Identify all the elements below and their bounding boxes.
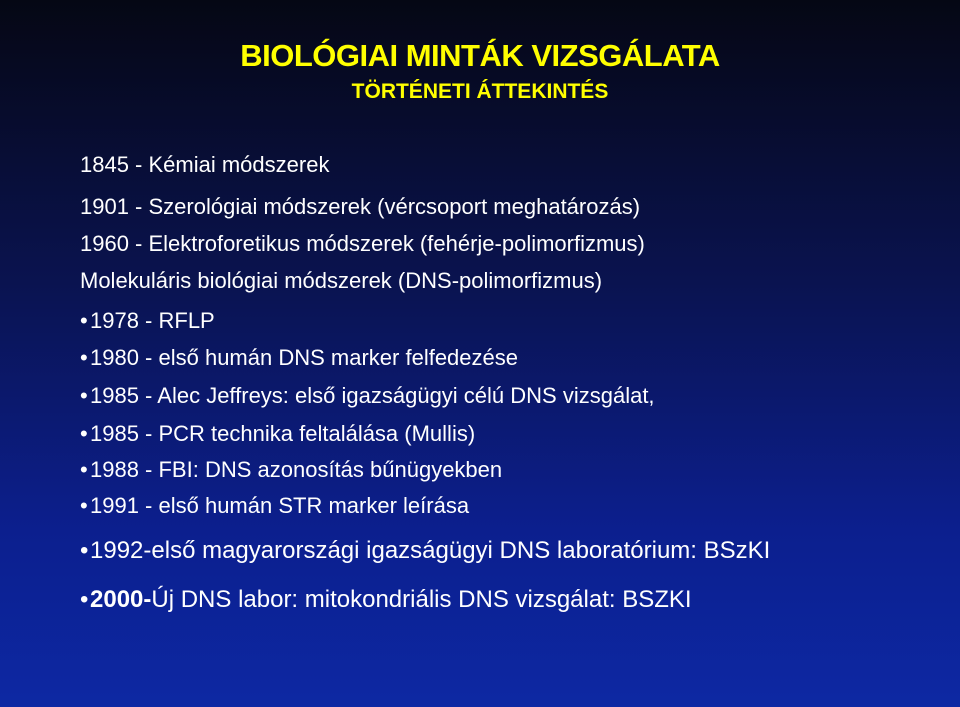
bullet-icon: • <box>80 537 89 564</box>
list-item: 1901 - Szerológiai módszerek (vércsoport meghatározás) <box>80 194 641 219</box>
list-item <box>80 537 770 565</box>
list-item-year: 2000- <box>90 586 152 613</box>
list-item-text: 1991 - első humán STR marker leírása <box>90 493 470 518</box>
slide-subtitle: TÖRTÉNETI ÁTTEKINTÉS <box>351 80 609 103</box>
slide-title: BIOLÓGIAI MINTÁK VIZSGÁLATA <box>240 38 720 73</box>
list-item <box>80 493 469 519</box>
bullet-icon: • <box>80 421 88 446</box>
list-item: Molekuláris biológiai módszerek (DNS-polimorfizmus) <box>80 268 603 293</box>
list-item: 1960 - Elektroforetikus módszerek (fehérje-polimorfizmus) <box>80 231 645 256</box>
list-item-text: 1985 - Alec Jeffreys: első igazságügyi célú DNS vizsgálat, <box>90 383 655 408</box>
list-item <box>80 586 692 614</box>
list-item-text: 1988 - FBI: DNS azonosítás bűnügyekben <box>90 457 503 482</box>
bullet-icon: • <box>80 345 88 370</box>
list-item <box>80 345 518 371</box>
bullet-icon: • <box>80 308 88 333</box>
list-item-text: 1978 - RFLP <box>90 308 215 333</box>
bullet-icon: • <box>80 493 88 518</box>
list-item <box>80 421 475 447</box>
bullet-icon: • <box>80 383 88 408</box>
bullet-icon: • <box>80 457 88 482</box>
list-item <box>80 383 655 409</box>
list-item-text: 1985 - PCR technika feltalálása (Mullis) <box>90 421 476 446</box>
list-item-text: Új DNS labor: mitokondriális DNS vizsgálat: BSZKI <box>151 586 692 613</box>
list-item <box>80 308 215 334</box>
bullet-icon: • <box>80 586 89 613</box>
list-item-text: 1992-első magyarországi igazságügyi DNS laboratórium: BSzKI <box>90 537 771 564</box>
list-item <box>80 457 502 483</box>
list-item: 1845 - Kémiai módszerek <box>80 152 330 177</box>
list-item-text: 1980 - első humán DNS marker felfedezése <box>90 345 518 370</box>
